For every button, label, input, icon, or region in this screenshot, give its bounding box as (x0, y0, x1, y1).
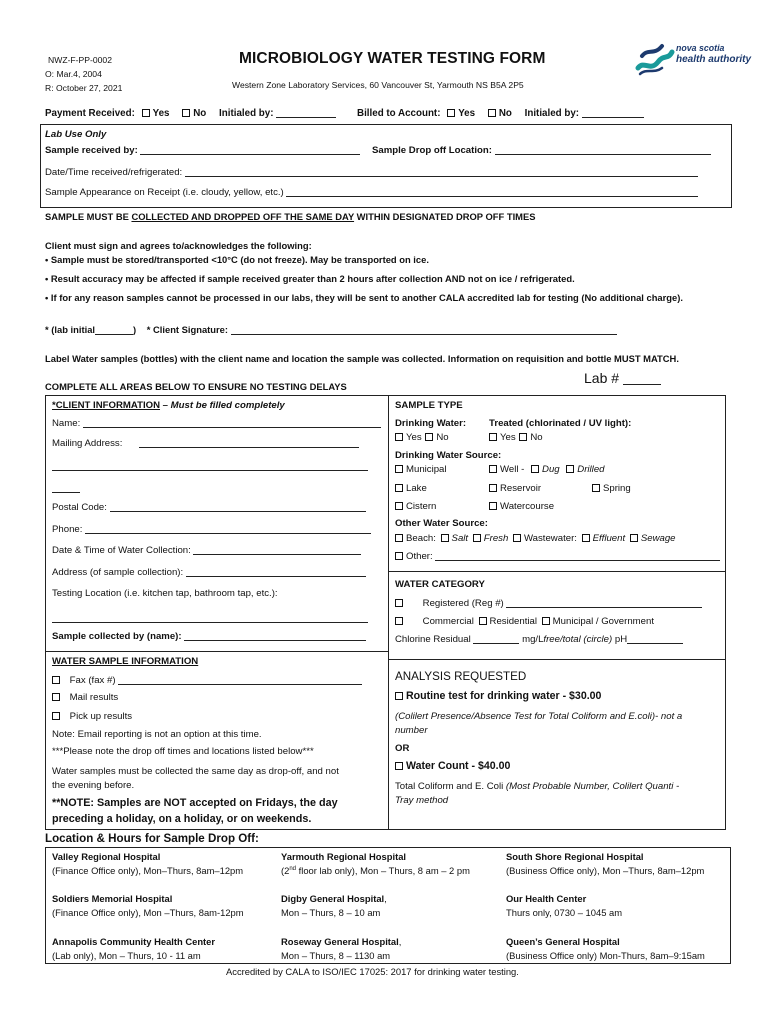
commercial-row: Commercial Residential Municipal / Government (395, 616, 654, 627)
billed-no-label: No (498, 108, 512, 119)
other-row (395, 551, 720, 562)
nsha-wave-icon (632, 38, 678, 76)
collection-datetime-field[interactable] (193, 546, 361, 555)
client-info-heading: *CLIENT INFORMATION – Must be filled completely (52, 400, 285, 411)
client-agree-text: Client must sign and agrees to/acknowledges the following: (45, 240, 312, 251)
postal-label: Postal Code: (52, 502, 107, 513)
beach-checkbox[interactable] (395, 534, 403, 542)
sample-type-heading: SAMPLE TYPE (395, 400, 463, 411)
same-day-note-1: Water samples must be collected the same day as drop-off, and not (52, 766, 339, 777)
chlorine-row: Chlorine Residual mg/Lfree/total (circle) pH (395, 634, 683, 645)
count-note-1: Total Coliform and E. Coli (Most Probable Number, Colilert Quanti - (395, 781, 680, 792)
mailing-field-1[interactable] (139, 439, 359, 448)
name-row (52, 418, 381, 429)
location-name: Our Health Center (506, 893, 587, 904)
billed-label: Billed to Account: (357, 108, 441, 119)
water-sample-info-heading: WATER SAMPLE INFORMATION (52, 656, 199, 667)
collection-datetime-label: Date & Time of Water Collection: (52, 545, 191, 556)
well-checkbox[interactable] (489, 465, 497, 473)
not-accepted-note-2: preceding a holiday, on a holiday, or on weekends. (52, 813, 312, 825)
location-hours: (2nd floor lab only), Mon – Thurs, 8 am – 2 pm (281, 865, 470, 876)
same-day-note-2: the evening before. (52, 780, 135, 791)
lab-number-row (584, 370, 661, 386)
location-hours: Mon – Thurs, 8 – 1130 am (281, 950, 391, 961)
billed-yes-checkbox[interactable] (447, 109, 455, 117)
sewage-checkbox[interactable] (630, 534, 638, 542)
fresh-checkbox[interactable] (473, 534, 481, 542)
location-name: Roseway General Hospital, (281, 936, 402, 947)
phone-row (52, 524, 371, 535)
routine-test-option (395, 690, 601, 702)
lab-use-heading: Lab Use Only (45, 129, 107, 140)
treated-no-checkbox[interactable] (519, 433, 527, 441)
appearance-field[interactable] (286, 188, 698, 197)
residential-checkbox[interactable] (479, 617, 487, 625)
chlorine-field[interactable] (473, 635, 519, 644)
notice-prefix: SAMPLE MUST BE (45, 211, 132, 222)
lab-initial-field[interactable] (95, 326, 133, 335)
datetime-received-label: Date/Time received/refrigerated: (45, 167, 183, 178)
collected-by-row (52, 631, 366, 642)
datetime-received-row (45, 167, 698, 178)
name-label: Name: (52, 418, 81, 429)
email-note: Note: Email reporting is not an option at this time. (52, 729, 262, 740)
testing-location-field[interactable] (52, 622, 368, 623)
logo-text-line2: health authority (676, 54, 752, 65)
effluent-checkbox[interactable] (582, 534, 590, 542)
received-by-row (45, 145, 360, 156)
routine-test-label: Routine test for drinking water - $30.00 (406, 690, 602, 702)
location-name: Annapolis Community Health Center (52, 936, 216, 947)
logo-text-line1: nova scotia (676, 43, 725, 53)
other-source-options: Beach: Salt Fresh Wastewater: Effluent Sewage (395, 533, 676, 544)
mailing-field-3[interactable] (52, 492, 80, 493)
mailing-row (52, 438, 359, 449)
chlorine-label: Chlorine Residual (395, 634, 471, 645)
collected-by-label: Sample collected by (name): (52, 631, 182, 642)
postal-row (52, 502, 366, 513)
pickup-row (52, 711, 132, 722)
collection-address-label: Address (of sample collection): (52, 567, 184, 578)
payment-row (45, 108, 336, 119)
drinking-yes-no: Yes No (395, 432, 449, 443)
same-day-notice (45, 211, 536, 222)
lab-number-field[interactable] (623, 372, 661, 385)
location-hours: (Finance Office only), Mon –Thurs, 8am-12pm (52, 907, 244, 918)
payment-initialed-field[interactable] (276, 109, 336, 118)
treated-label: Treated (chlorinated / UV light): (489, 418, 632, 429)
reservoir-option: Reservoir (489, 483, 541, 494)
lab-address: Western Zone Laboratory Services, 60 Vancouver St, Yarmouth NS B5A 2P5 (232, 80, 524, 90)
drinking-source-label: Drinking Water Source: (395, 450, 502, 461)
pickup-checkbox[interactable] (52, 712, 60, 720)
mail-row (52, 692, 118, 703)
original-date: O: Mar.4, 2004 (45, 69, 102, 79)
cistern-checkbox[interactable] (395, 502, 403, 510)
payment-label: Payment Received: (45, 108, 135, 119)
location-hours: (Finance Office only), Mon–Thurs, 8am–12pm (52, 865, 244, 876)
lab-initial-row: * (lab initial ) * Client Signature: (45, 324, 617, 335)
drilled-checkbox[interactable] (566, 465, 574, 473)
dug-checkbox[interactable] (531, 465, 539, 473)
column-divider (388, 395, 389, 830)
fax-label: Fax (fax #) (69, 675, 116, 686)
pickup-label: Pick up results (69, 711, 133, 722)
label-water-notice: Label Water samples (bottles) with the client name and location the sample was collected. Information on requisition and bottle MUST MATCH. (45, 353, 679, 364)
right-section-divider-2 (388, 659, 726, 660)
ph-label: pH (614, 634, 628, 645)
left-section-divider (45, 651, 388, 652)
billed-initialed-label: Initialed by: (524, 108, 580, 119)
water-category-heading: WATER CATEGORY (395, 579, 485, 590)
bullet-accuracy: • Result accuracy may be affected if sample received greater than 2 hours after collection AND not on ice / refrigerated. (45, 273, 575, 284)
postal-field[interactable] (110, 503, 366, 512)
drinking-yes-checkbox[interactable] (395, 433, 403, 441)
accreditation-footer: Accredited by CALA to ISO/IEC 17025: 2017 for drinking water testing. (226, 966, 519, 977)
mail-label: Mail results (69, 692, 119, 703)
treated-yes-no: Yes No (489, 432, 543, 443)
lab-number-label: Lab # (584, 370, 620, 386)
other-label: Other: (406, 551, 433, 562)
lab-initial-label: * (lab initial (45, 324, 96, 335)
drinking-no-checkbox[interactable] (425, 433, 433, 441)
routine-note-1: (Colilert Presence/Absence Test for Total Coliform and E.coli)- not a (395, 711, 683, 722)
billed-yes-label: Yes (458, 108, 476, 119)
salt-checkbox[interactable] (441, 534, 449, 542)
not-accepted-note-1: **NOTE: Samples are NOT accepted on Fridays, the day (52, 797, 338, 809)
analysis-heading: ANALYSIS REQUESTED (395, 670, 527, 683)
main-form-box (45, 395, 726, 830)
registered-checkbox[interactable] (395, 599, 403, 607)
registered-row (395, 598, 702, 609)
mail-checkbox[interactable] (52, 693, 60, 701)
location-hours: (Business Office only), Mon –Thurs, 8am–12pm (506, 865, 705, 876)
well-option: Well - Dug Drilled (489, 464, 605, 475)
registered-field[interactable] (506, 599, 702, 608)
bullet-cala: • If for any reason samples cannot be processed in our labs, they will be sent to another CALA accredited lab for testing (No additional charge). (45, 292, 683, 303)
notice-underlined: COLLECTED AND DROPPED OFF THE SAME DAY (131, 211, 355, 222)
water-count-option (395, 760, 510, 772)
client-signature-field[interactable] (231, 326, 617, 335)
payment-initialed-label: Initialed by: (219, 108, 274, 119)
watercourse-checkbox[interactable] (489, 502, 497, 510)
treated-yes-checkbox[interactable] (489, 433, 497, 441)
reservoir-checkbox[interactable] (489, 484, 497, 492)
watercourse-option: Watercourse (489, 501, 554, 512)
payment-yes-checkbox[interactable] (142, 109, 150, 117)
received-by-label: Sample received by: (45, 145, 138, 156)
collection-address-row (52, 567, 366, 578)
dropoff-location-label: Sample Drop off Location: (372, 145, 492, 156)
testing-location-label: Testing Location (i.e. kitchen tap, bathroom tap, etc.): (52, 588, 278, 599)
water-count-checkbox[interactable] (395, 762, 403, 770)
bullet-storage: • Sample must be stored/transported <10°C (do not freeze). May be transported on ice. (45, 254, 429, 265)
water-count-label: Water Count - $40.00 (406, 760, 511, 772)
location-hours: Thurs only, 0730 – 1045 am (506, 907, 623, 918)
ph-field[interactable] (627, 635, 683, 644)
location-hours: (Business Office only) Mon-Thurs, 8am–9:15am (506, 950, 705, 961)
routine-test-checkbox[interactable] (395, 692, 403, 700)
billed-no-checkbox[interactable] (488, 109, 496, 117)
cistern-option: Cistern (395, 501, 436, 512)
routine-note-2: number (395, 725, 428, 736)
spring-checkbox[interactable] (592, 484, 600, 492)
mailing-label: Mailing Address: (52, 438, 123, 449)
billed-initialed-field[interactable] (582, 109, 644, 118)
nsha-logo (632, 38, 752, 76)
locations-heading: Location & Hours for Sample Drop Off: (45, 832, 259, 845)
spring-option: Spring (592, 483, 631, 494)
billed-row (357, 108, 644, 119)
appearance-row (45, 187, 698, 198)
municipal-option: Municipal (395, 464, 447, 475)
municipal-checkbox[interactable] (395, 465, 403, 473)
count-note-2: Tray method (395, 795, 449, 806)
other-field[interactable] (435, 552, 720, 561)
location-name: Valley Regional Hospital (52, 851, 161, 862)
phone-label: Phone: (52, 524, 83, 535)
fax-field[interactable] (118, 676, 362, 685)
location-name: South Shore Regional Hospital (506, 851, 644, 862)
name-field[interactable] (83, 419, 381, 428)
complete-all-notice: COMPLETE ALL AREAS BELOW TO ENSURE NO TESTING DELAYS (45, 381, 347, 392)
doc-code: NWZ-F-PP-0002 (48, 55, 112, 65)
or-label: OR (395, 743, 410, 754)
revision-date: R: October 27, 2021 (45, 83, 123, 93)
notice-suffix: WITHIN DESIGNATED DROP OFF TIMES (354, 211, 536, 222)
registered-label: Registered (Reg #) (422, 598, 504, 609)
commercial-checkbox[interactable] (395, 617, 403, 625)
payment-no-checkbox[interactable] (182, 109, 190, 117)
collection-address-field[interactable] (186, 568, 366, 577)
collection-datetime-row (52, 545, 361, 556)
mailing-field-2[interactable] (52, 470, 368, 471)
client-signature-label: * Client Signature: (146, 324, 229, 335)
fax-row (52, 675, 362, 686)
collected-by-field[interactable] (184, 632, 366, 641)
page-title: MICROBIOLOGY WATER TESTING FORM (239, 50, 546, 67)
appearance-label: Sample Appearance on Receipt (i.e. cloudy, yellow, etc.) (45, 187, 284, 198)
location-name: Yarmouth Regional Hospital (281, 851, 407, 862)
drinking-water-label: Drinking Water: (395, 418, 467, 429)
location-name: Soldiers Memorial Hospital (52, 893, 173, 904)
location-name: Digby General Hospital, (281, 893, 387, 904)
fax-checkbox[interactable] (52, 676, 60, 684)
municipal-government-checkbox[interactable] (542, 617, 550, 625)
location-hours: Mon – Thurs, 8 – 10 am (281, 907, 381, 918)
datetime-received-field[interactable] (185, 168, 698, 177)
phone-field[interactable] (85, 525, 371, 534)
location-hours: (Lab only), Mon – Thurs, 10 - 11 am (52, 950, 201, 961)
lake-option: Lake (395, 483, 427, 494)
wastewater-checkbox[interactable] (513, 534, 521, 542)
dropoff-location-field[interactable] (495, 146, 711, 155)
location-name: Queen’s General Hospital (506, 936, 620, 947)
dropoff-location-row (372, 145, 711, 156)
other-source-label: Other Water Source: (395, 518, 488, 529)
other-checkbox[interactable] (395, 552, 403, 560)
payment-yes-label: Yes (152, 108, 170, 119)
payment-no-label: No (193, 108, 207, 119)
received-by-field[interactable] (140, 146, 360, 155)
right-section-divider-1 (388, 571, 726, 572)
lake-checkbox[interactable] (395, 484, 403, 492)
dropoff-note: ***Please note the drop off times and locations listed below*** (52, 746, 314, 757)
